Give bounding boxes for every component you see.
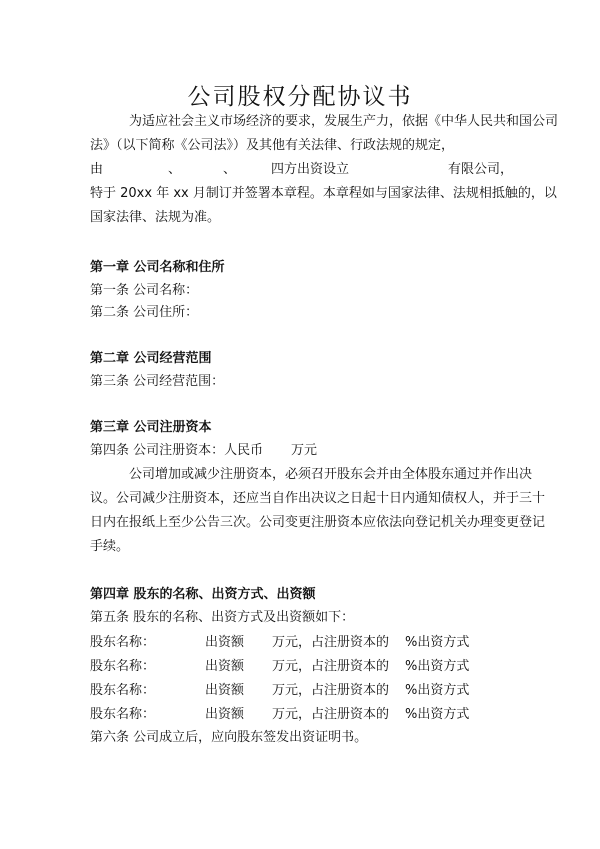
shareholder-name-label: 股东名称： — [90, 707, 156, 722]
shareholder-unit-label: 万元，占注册资本的 — [272, 683, 390, 698]
chapter-3-heading: 第三章 公司注册资本 — [90, 420, 212, 435]
chapter-4-heading: 第四章 股东的名称、出资方式、出资额 — [90, 587, 316, 602]
capital-para-line-1: 公司增加或减少注册资本，必须召开股东会并由全体股东通过并作出决 — [129, 467, 533, 482]
article-6: 第六条 公司成立后，应向股东签发出资证明书。 — [90, 730, 368, 745]
intro-line-3-mid: 四方出资设立 — [271, 162, 350, 177]
document-title: 公司股权分配协议书 — [187, 84, 413, 110]
shareholder-name-label: 股东名称： — [90, 659, 156, 674]
shareholder-amount-label: 出资额 — [205, 635, 245, 650]
capital-para-line-4: 手续。 — [90, 539, 130, 554]
shareholder-amount-label: 出资额 — [205, 683, 245, 698]
shareholder-amount-label: 出资额 — [205, 707, 245, 722]
shareholder-unit-label: 万元，占注册资本的 — [272, 635, 390, 650]
shareholder-unit-label: 万元，占注册资本的 — [272, 659, 390, 674]
intro-line-3-you: 由 — [90, 162, 104, 177]
intro-line-2: 法》（以下简称《公司法》）及其他有关法律、行政法规的规定， — [90, 138, 455, 153]
shareholder-name-label: 股东名称： — [90, 683, 156, 698]
shareholder-amount-label: 出资额 — [205, 659, 245, 674]
article-4-unit: 万元 — [291, 443, 318, 458]
shareholder-pct-label: %出资方式 — [405, 683, 470, 698]
intro-line-4: 特于 20xx 年 xx 月制订并签署本章程。本章程如与国家法律、法规相抵触的，以 — [90, 186, 557, 201]
article-4: 第四条 公司注册资本：人民币 — [90, 443, 264, 458]
shareholder-unit-label: 万元，占注册资本的 — [272, 707, 390, 722]
article-1: 第一条 公司名称： — [90, 283, 199, 298]
intro-line-3-sep-1: 、 — [168, 162, 182, 177]
intro-line-3-sep-2: 、 — [223, 162, 237, 177]
shareholder-pct-label: %出资方式 — [405, 635, 470, 650]
chapter-2-heading: 第二章 公司经营范围 — [90, 351, 212, 366]
intro-line-5: 国家法律、法规为准。 — [90, 210, 221, 225]
intro-line-3-end: 有限公司， — [448, 162, 514, 177]
capital-para-line-3: 日内在报纸上至少公告三次。公司变更注册资本应依法向登记机关办理变更登记 — [90, 515, 546, 530]
shareholder-pct-label: %出资方式 — [405, 707, 470, 722]
shareholder-pct-label: %出资方式 — [405, 659, 470, 674]
article-5: 第五条 股东的名称、出资方式及出资额如下： — [90, 610, 355, 625]
capital-para-line-2: 议。公司减少注册资本，还应当自作出决议之日起十日内通知债权人，并于三十 — [90, 491, 546, 506]
shareholder-name-label: 股东名称： — [90, 635, 156, 650]
chapter-1-heading: 第一章 公司名称和住所 — [90, 260, 225, 275]
intro-line-1: 为适应社会主义市场经济的要求，发展生产力，依据《中华人民共和国公司 — [129, 114, 559, 129]
article-3: 第三条 公司经营范围： — [90, 374, 225, 389]
article-2: 第二条 公司住所： — [90, 305, 199, 320]
